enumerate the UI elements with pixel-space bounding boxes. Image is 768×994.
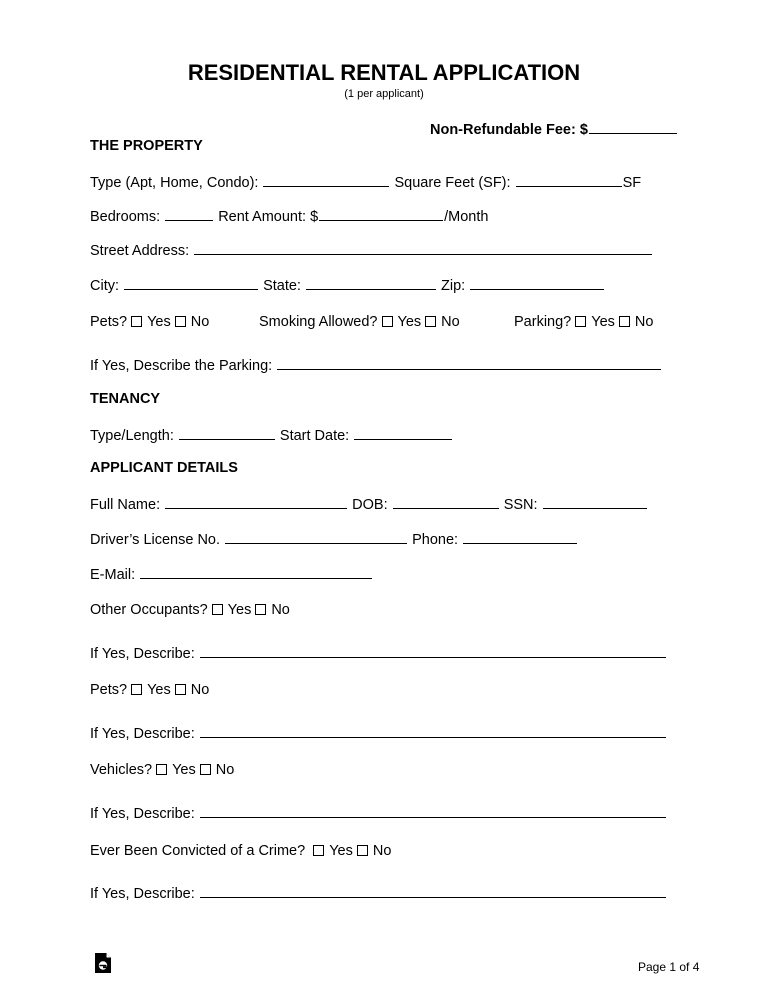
ssn-field[interactable] bbox=[543, 496, 647, 509]
phone-field[interactable] bbox=[463, 531, 577, 544]
parking-row bbox=[514, 315, 653, 330]
city-field[interactable] bbox=[124, 277, 258, 290]
crime-row bbox=[90, 844, 391, 859]
sqft-field[interactable] bbox=[516, 174, 622, 187]
yes-option-label: Yes bbox=[172, 762, 196, 778]
no-option-label: No bbox=[190, 314, 210, 330]
sqft-suffix: SF bbox=[622, 175, 642, 191]
occupants-label: Other Occupants? bbox=[90, 602, 208, 618]
document-title: RESIDENTIAL RENTAL APPLICATION bbox=[187, 60, 581, 85]
parking-no-checkbox[interactable] bbox=[619, 316, 630, 327]
describe-label: If Yes, Describe: bbox=[90, 806, 195, 822]
fee-label: Non-Refundable Fee: $ bbox=[430, 122, 588, 138]
vehicles-row bbox=[90, 763, 234, 778]
property-pets-yes-checkbox[interactable] bbox=[131, 316, 142, 327]
occupants-row bbox=[90, 603, 290, 618]
parking-describe-row bbox=[90, 357, 662, 374]
fee-field[interactable] bbox=[589, 121, 677, 134]
zip-field[interactable] bbox=[470, 277, 604, 290]
street-label: Street Address: bbox=[90, 243, 190, 259]
email-row bbox=[90, 566, 373, 583]
email-label: E-Mail: bbox=[90, 567, 136, 583]
no-option-label: No bbox=[441, 314, 460, 330]
bedrooms-label: Bedrooms: bbox=[90, 209, 161, 225]
phone-label: Phone: bbox=[412, 532, 459, 548]
email-field[interactable] bbox=[140, 566, 372, 579]
rent-label: Rent Amount: $ bbox=[218, 209, 319, 225]
rent-field[interactable] bbox=[319, 208, 443, 221]
start-date-field[interactable] bbox=[354, 427, 452, 440]
start-date-label: Start Date: bbox=[279, 428, 350, 444]
pets-describe-field[interactable] bbox=[200, 725, 666, 738]
smoking-row bbox=[259, 315, 460, 330]
yes-option-label: Yes bbox=[329, 843, 353, 859]
occupants-yes-checkbox[interactable] bbox=[212, 604, 223, 615]
license-field[interactable] bbox=[225, 531, 407, 544]
occupants-describe-row bbox=[90, 645, 667, 662]
smoking-label: Smoking Allowed? bbox=[259, 314, 378, 330]
no-option-label: No bbox=[634, 314, 654, 330]
city-label: City: bbox=[90, 278, 119, 294]
document-logo-icon bbox=[94, 952, 112, 974]
tenancy-row bbox=[90, 427, 453, 444]
parking-describe-label: If Yes, Describe the Parking: bbox=[90, 358, 273, 374]
license-label: Driver’s License No. bbox=[90, 532, 221, 548]
applicant-pets-row bbox=[90, 683, 209, 698]
applicant-pets-no-checkbox[interactable] bbox=[175, 684, 186, 695]
applicant-pets-label: Pets? bbox=[90, 682, 128, 698]
describe-label: If Yes, Describe: bbox=[90, 886, 195, 902]
yes-option-label: Yes bbox=[227, 602, 252, 618]
property-type-field[interactable] bbox=[263, 174, 389, 187]
parking-label: Parking? bbox=[514, 314, 572, 330]
yes-option-label: Yes bbox=[591, 314, 615, 330]
bedrooms-field[interactable] bbox=[165, 208, 213, 221]
vehicles-yes-checkbox[interactable] bbox=[156, 764, 167, 775]
property-heading: THE PROPERTY bbox=[90, 138, 203, 154]
property-pets-label: Pets? bbox=[90, 314, 128, 330]
full-name-field[interactable] bbox=[165, 496, 347, 509]
sqft-label: Square Feet (SF): bbox=[394, 175, 511, 191]
dob-field[interactable] bbox=[393, 496, 499, 509]
rent-suffix: /Month bbox=[444, 209, 489, 225]
parking-describe-field[interactable] bbox=[277, 357, 661, 370]
occupants-describe-field[interactable] bbox=[200, 645, 666, 658]
vehicles-no-checkbox[interactable] bbox=[200, 764, 211, 775]
state-field[interactable] bbox=[306, 277, 436, 290]
page-number: Page 1 of 4 bbox=[638, 960, 700, 974]
no-option-label: No bbox=[271, 602, 290, 618]
yes-option-label: Yes bbox=[147, 682, 171, 698]
license-phone-row bbox=[90, 531, 578, 548]
yes-option-label: Yes bbox=[397, 314, 422, 330]
street-row bbox=[90, 242, 653, 259]
smoking-no-checkbox[interactable] bbox=[425, 316, 436, 327]
occupants-no-checkbox[interactable] bbox=[255, 604, 266, 615]
pets-describe-row bbox=[90, 725, 667, 742]
vehicles-describe-field[interactable] bbox=[200, 805, 666, 818]
street-field[interactable] bbox=[194, 242, 652, 255]
zip-label: Zip: bbox=[441, 278, 466, 294]
city-state-zip-row bbox=[90, 277, 605, 294]
no-option-label: No bbox=[372, 843, 392, 859]
describe-label: If Yes, Describe: bbox=[90, 726, 195, 742]
crime-label: Ever Been Convicted of a Crime? bbox=[90, 843, 306, 859]
no-option-label: No bbox=[215, 762, 235, 778]
crime-no-checkbox[interactable] bbox=[357, 845, 368, 856]
property-pets-no-checkbox[interactable] bbox=[175, 316, 186, 327]
crime-describe-row bbox=[90, 885, 667, 902]
parking-yes-checkbox[interactable] bbox=[575, 316, 586, 327]
crime-describe-field[interactable] bbox=[200, 885, 666, 898]
state-label: State: bbox=[263, 278, 301, 294]
tenancy-heading: TENANCY bbox=[90, 391, 161, 407]
smoking-yes-checkbox[interactable] bbox=[382, 316, 393, 327]
type-sqft-row bbox=[90, 174, 641, 191]
property-pets-row bbox=[90, 315, 209, 330]
dob-label: DOB: bbox=[352, 497, 388, 513]
property-type-label: Type (Apt, Home, Condo): bbox=[90, 175, 259, 191]
applicant-pets-yes-checkbox[interactable] bbox=[131, 684, 142, 695]
type-length-label: Type/Length: bbox=[90, 428, 174, 444]
yes-option-label: Yes bbox=[147, 314, 171, 330]
vehicles-label: Vehicles? bbox=[90, 762, 153, 778]
type-length-field[interactable] bbox=[179, 427, 275, 440]
full-name-label: Full Name: bbox=[90, 497, 161, 513]
document-subtitle: (1 per applicant) bbox=[344, 88, 424, 100]
crime-yes-checkbox[interactable] bbox=[313, 845, 324, 856]
vehicles-describe-row bbox=[90, 805, 667, 822]
bedrooms-rent-row bbox=[90, 208, 488, 225]
fee-row bbox=[430, 121, 678, 138]
applicant-heading: APPLICANT DETAILS bbox=[90, 460, 238, 476]
no-option-label: No bbox=[190, 682, 210, 698]
describe-label: If Yes, Describe: bbox=[90, 646, 195, 662]
name-dob-ssn-row bbox=[90, 496, 648, 513]
ssn-label: SSN: bbox=[503, 497, 538, 513]
